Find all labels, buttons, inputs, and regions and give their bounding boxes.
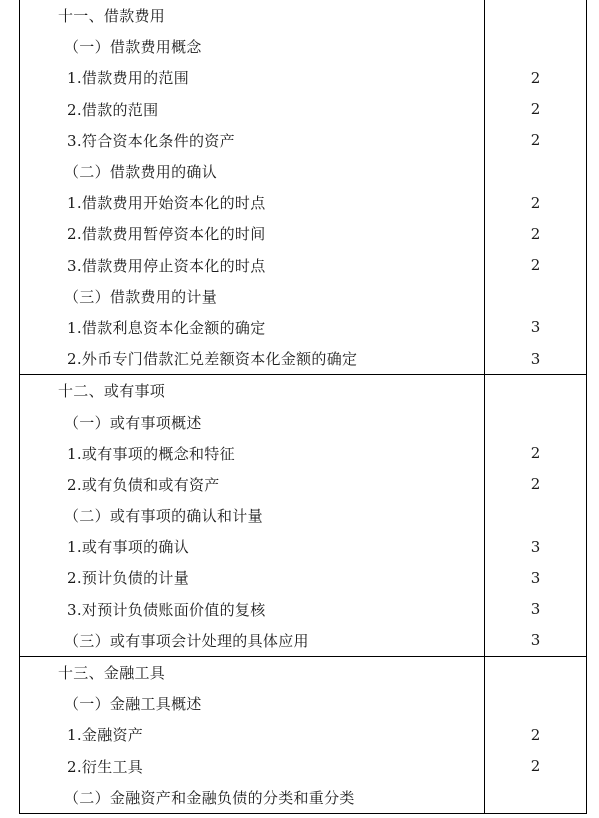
level-value: 2 xyxy=(484,218,586,249)
level-value: 3 xyxy=(484,343,586,374)
table-row xyxy=(20,406,586,437)
level-value xyxy=(484,375,586,406)
table-row xyxy=(20,375,586,406)
topic-item: 3.符合资本化条件的资产 xyxy=(67,131,235,150)
topic-item: 3.对预计负债账面价值的复核 xyxy=(67,600,266,619)
syllabus-table xyxy=(19,0,587,814)
table-row xyxy=(20,0,586,31)
section-heading: （一）或有事项概述 xyxy=(64,413,202,432)
level-value xyxy=(484,281,586,312)
table-row xyxy=(20,94,586,125)
section-heading: （一）金融工具概述 xyxy=(64,695,202,714)
level-value xyxy=(484,156,586,187)
section-heading: （三）或有事项会计处理的具体应用 xyxy=(64,631,309,650)
table-row xyxy=(20,531,586,562)
level-value: 2 xyxy=(484,187,586,218)
level-value xyxy=(484,688,586,719)
level-value: 3 xyxy=(484,531,586,562)
chapter-heading: 十一、借款费用 xyxy=(58,7,166,26)
table-row xyxy=(20,125,586,156)
section-heading: （二）借款费用的确认 xyxy=(64,163,218,182)
section-heading: （二）金融资产和金融负债的分类和重分类 xyxy=(64,788,355,807)
level-value: 3 xyxy=(484,594,586,625)
level-value: 2 xyxy=(484,62,586,93)
table-row xyxy=(20,469,586,500)
topic-item: 2.借款的范围 xyxy=(67,100,159,119)
table-row xyxy=(20,343,586,374)
table-row xyxy=(20,187,586,218)
topic-item: 2.预计负债的计量 xyxy=(67,569,190,588)
level-value: 2 xyxy=(484,751,586,782)
chapter-heading: 十二、或有事项 xyxy=(58,382,166,401)
topic-item: 1.借款费用开始资本化的时点 xyxy=(67,194,266,213)
level-value: 2 xyxy=(484,125,586,156)
table-row xyxy=(20,62,586,93)
table-row xyxy=(20,156,586,187)
level-value xyxy=(484,31,586,62)
table-row xyxy=(20,782,586,813)
topic-item: 1.借款费用的范围 xyxy=(67,69,190,88)
section-heading: （三）借款费用的计量 xyxy=(64,287,218,306)
section-heading: （一）借款费用概念 xyxy=(64,38,202,57)
topic-item: 2.衍生工具 xyxy=(67,757,144,776)
table-row xyxy=(20,688,586,719)
level-value xyxy=(484,657,586,688)
table-section xyxy=(20,0,586,375)
table-row xyxy=(20,719,586,750)
level-value xyxy=(484,500,586,531)
level-value: 3 xyxy=(484,312,586,343)
table-section xyxy=(20,375,586,657)
level-value xyxy=(484,406,586,437)
table-row xyxy=(20,625,586,656)
table-section xyxy=(20,657,586,814)
level-value: 2 xyxy=(484,94,586,125)
section-heading: （二）或有事项的确认和计量 xyxy=(64,507,263,526)
table-row xyxy=(20,594,586,625)
level-value: 2 xyxy=(484,250,586,281)
level-value: 2 xyxy=(484,469,586,500)
level-value xyxy=(484,782,586,813)
topic-item: 1.或有事项的确认 xyxy=(67,538,190,557)
level-value: 3 xyxy=(484,625,586,656)
topic-item: 1.金融资产 xyxy=(67,726,144,745)
table-row xyxy=(20,218,586,249)
topic-item: 2.借款费用暂停资本化的时间 xyxy=(67,225,266,244)
topic-item: 1.借款利息资本化金额的确定 xyxy=(67,318,266,337)
table-row xyxy=(20,562,586,593)
level-value: 3 xyxy=(484,562,586,593)
table-row xyxy=(20,657,586,688)
topic-item: 3.借款费用停止资本化的时点 xyxy=(67,256,266,275)
table-row xyxy=(20,31,586,62)
topic-item: 2.或有负债和或有资产 xyxy=(67,475,220,494)
topic-item: 1.或有事项的概念和特征 xyxy=(67,444,235,463)
table-row xyxy=(20,751,586,782)
table-row xyxy=(20,500,586,531)
level-value xyxy=(484,0,586,31)
level-value: 2 xyxy=(484,719,586,750)
topic-item: 2.外币专门借款汇兑差额资本化金额的确定 xyxy=(67,350,358,369)
table-row xyxy=(20,438,586,469)
level-value: 2 xyxy=(484,438,586,469)
chapter-heading: 十三、金融工具 xyxy=(58,664,166,683)
table-row xyxy=(20,250,586,281)
table-row xyxy=(20,312,586,343)
table-row xyxy=(20,281,586,312)
